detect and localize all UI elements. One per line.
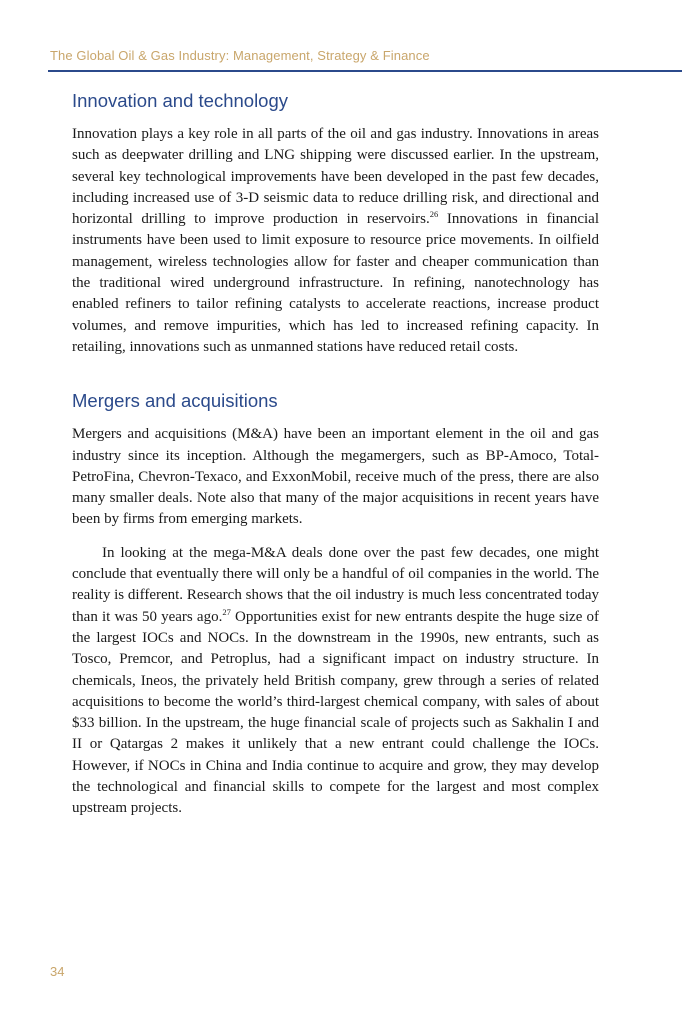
paragraph-mergers-1: Mergers and acquisitions (M&A) have been an important element in the oil and gas industry since its inception. Although the megamergers, such as BP-Amoco, Total-PetroFina, Chevron-Texaco, and ExxonMobil, receive much of the press, there are also many smaller deals. Note also that many of the major acquisitions in recent years have been by firms from emerging markets. xyxy=(72,426,599,528)
section-heading-innovation: Innovation and technology xyxy=(72,90,289,111)
paragraph-text: Opportunities exist for new entrants despite the huge size of the largest IOCs and NOCs. In the downstream in the 1990s, new entrants, such as Tosco, Premcor, and Petroplus, had a significant impact on industry structure. In chemicals, Ineos, the privately held British company, grew through a series of related acquisitions to become the world’s third-largest chemical company, with sales of about $33 billion. In the upstream, the huge financial scale of projects such as Sakhalin I and II or Qatargas 2 makes it unlikely that a new entrant could challenge the IOCs. However, if NOCs in China and India continue to acquire and grow, they may develop the technological and financial skills to compete for the largest and most complex upstream projects. xyxy=(72,608,599,817)
footnote-ref-26: 26 xyxy=(429,209,439,220)
page-number: 34 xyxy=(50,964,65,979)
header-rule xyxy=(48,70,682,72)
paragraph-text: In looking at the mega-M&A deals done over the past few decades, one might conclude that eventually there will only be a handful of oil companies in the world. The reality is different. Research shows that the oil industry is much less concentrated today than it was 50 years ago. xyxy=(72,544,599,625)
paragraph-innovation xyxy=(72,124,599,358)
paragraph-mergers-2 xyxy=(72,543,599,820)
running-header-title: The Global Oil & Gas Industry: Management, Strategy & Finance xyxy=(50,48,430,63)
paragraph-text: Innovations in financial instruments have been used to limit exposure to resource price movements. In oilfield management, wireless technologies allow for faster and cheaper communication than the traditional wired underground infrastructure. In refining, nanotechnology has enabled refiners to tailor refining catalysts to accelerate reactions, increase product volumes, and remove impurities, which has led to increased refining capacity. In retailing, innovations such as unmanned stations have reduced retail costs. xyxy=(72,211,599,355)
footnote-ref-27: 27 xyxy=(222,606,231,617)
section-heading-mergers: Mergers and acquisitions xyxy=(72,390,278,412)
paragraph-text: Innovation plays a key role in all parts of the oil and gas industry. Innovations in areas such as deepwater drilling and LNG shipping were discussed earlier. In the upstream, several key technological improvements have been developed in the past few decades, including increased use of 3-D seismic data to reduce drilling risk, and directional and horizontal drilling to improve production in reservoirs. xyxy=(72,126,599,228)
page-body xyxy=(72,88,599,820)
